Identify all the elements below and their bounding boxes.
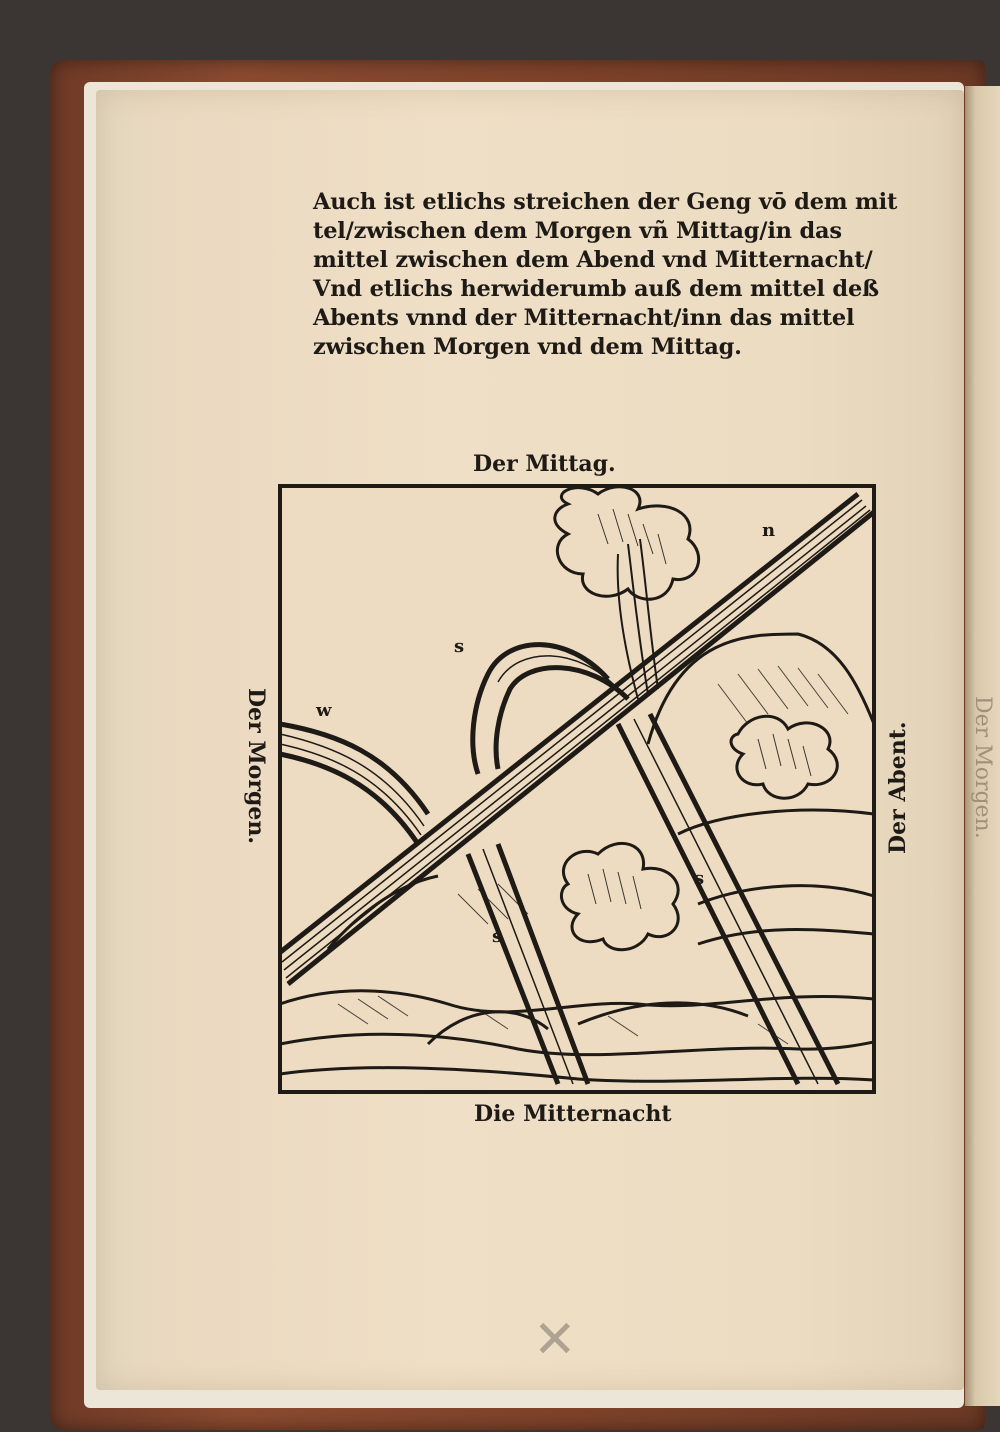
woodcut-letter-n: n: [762, 520, 776, 541]
direction-label-south: Der Mittag.: [473, 451, 616, 477]
woodcut-letter-s-upper: s: [454, 636, 465, 657]
text-line: Vnd etlichs herwiderumb auß dem mittel deß: [313, 276, 879, 302]
direction-label-west: Der Abent.: [885, 721, 911, 854]
woodcut-letter-w: w: [316, 700, 332, 721]
woodcut-letter-s-lower: s: [492, 926, 503, 947]
text-line: Auch ist etlichs streichen der Geng vō dem mit: [313, 189, 898, 215]
direction-label-north: Die Mitternacht: [474, 1101, 672, 1127]
next-page-edge: [965, 86, 1000, 1406]
pencil-x-mark: ✕: [533, 1310, 577, 1370]
text-line: mittel zwischen dem Abend vnd Mitternacht/: [313, 247, 873, 273]
text-line: tel/zwischen dem Morgen vñ Mittag/in das: [313, 218, 842, 244]
paragraph-text: [313, 188, 898, 362]
text-line: zwischen Morgen vnd dem Mittag.: [313, 334, 742, 360]
woodcut-letter-s-center: s: [694, 868, 705, 889]
direction-label-east: Der Morgen.: [243, 688, 269, 844]
text-line: Abents vnnd der Mitternacht/inn das mittel: [313, 305, 855, 331]
woodcut-illustration: [278, 484, 876, 1094]
next-page-bleed-text: Der Morgen.: [970, 696, 995, 839]
